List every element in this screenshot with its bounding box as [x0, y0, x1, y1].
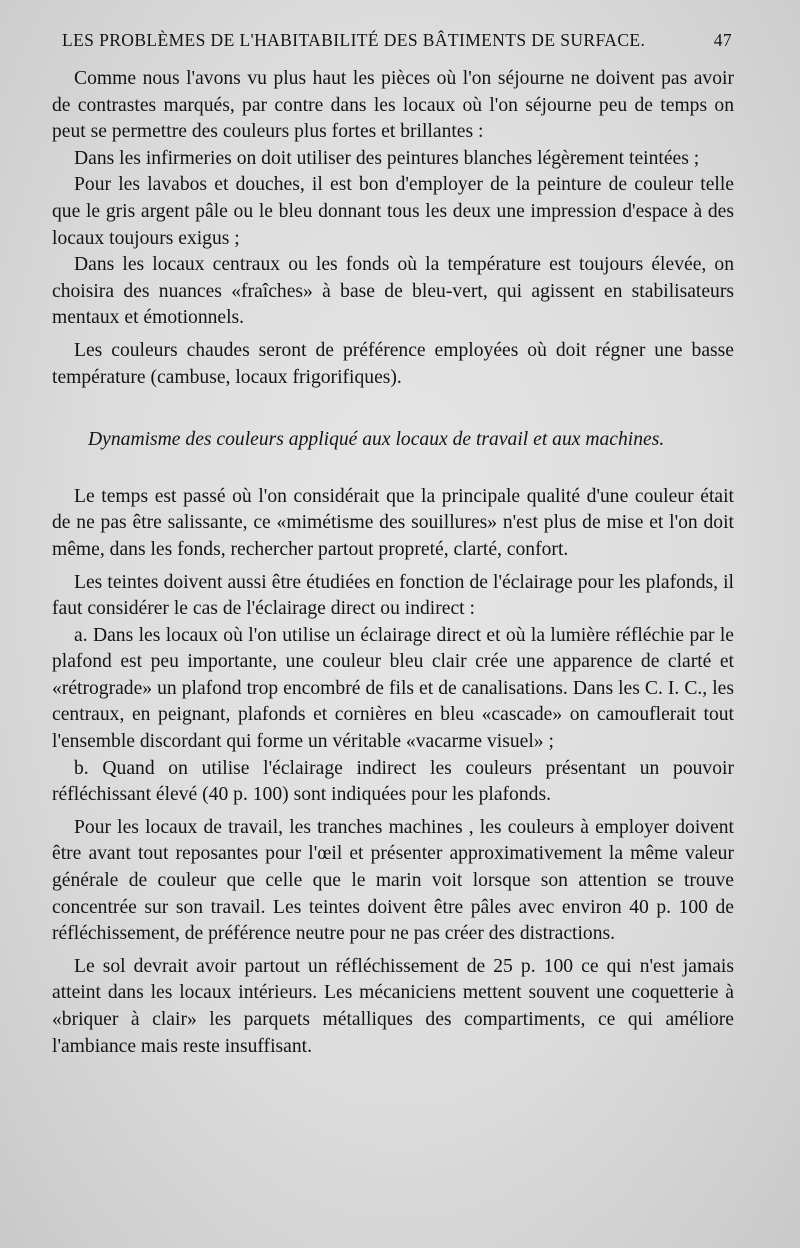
paragraph-temps-passe: Le temps est passé où l'on considérait que la principale qualité d'une couleur était de ne pas être salissante, ce «mimétisme des souillures» n'est plus de mise et l'on doit même, dans les fonds, rechercher partout propreté, clarté, confort.: [52, 485, 734, 560]
page-number: 47: [713, 30, 732, 50]
paragraph-lavabos: Pour les lavabos et douches, il est bon d'employer de la peinture de couleur telle que le gris argent pâle ou le bleu donnant tous les deux une impression d'espace à des locaux toujours exigus ;: [52, 174, 734, 249]
paragraph-item-a: a. Dans les locaux où l'on utilise un éclairage direct et où la lumière réfléchie par le plafond est peu importante, une couleur bleu clair crée une apparence de clarté et «rétrograde» un plafond trop encombré de fils et de canalisations. Dans les C. I. C., les centraux, en peignant, plafonds et cornières en bleu «cascade» on camouflerait tout l'ensemble discordant qui forme un véritable «vacarme visuel» ;: [52, 624, 734, 753]
running-head-title: LES PROBLÈMES DE L'HABITABILITÉ DES BÂTIMENTS DE SURFACE.: [62, 30, 646, 50]
paragraph-locaux-centraux: Dans les locaux centraux ou les fonds où la température est toujours élevée, on choisira des nuances «fraîches» à base de bleu-vert, qui agissent en stabilisateurs mentaux et émotionnels.: [52, 254, 734, 329]
paragraph-couleurs-chaudes: Les couleurs chaudes seront de préférence employées où doit régner une basse température (cambuse, locaux frigorifiques).: [52, 339, 734, 388]
paragraph-infirmeries: Dans les infirmeries on doit utiliser des peintures blanches légèrement teintées ;: [74, 147, 700, 169]
section-heading: Dynamisme des couleurs appliqué aux locaux de travail et aux machines.: [88, 429, 665, 451]
paragraph-item-b: b. Quand on utilise l'éclairage indirect les couleurs présentant un pouvoir réfléchissant élevé (40 p. 100) sont indiquées pour les plafonds.: [52, 757, 734, 806]
paragraph-intro: Comme nous l'avons vu plus haut les pièces où l'on séjourne ne doivent pas avoir de contrastes marqués, par contre dans les locaux où l'on séjourne peu de temps on peut se permettre des couleurs plus fortes et brillantes :: [52, 68, 734, 143]
paragraph-teintes-eclairage: Les teintes doivent aussi être étudiées en fonction de l'éclairage pour les plafonds, il faut considérer le cas de l'éclairage direct ou indirect :: [52, 571, 734, 620]
running-head: [62, 30, 732, 51]
paragraph-locaux-travail: Pour les locaux de travail, les tranches machines , les couleurs à employer doivent être avant tout reposantes pour l'œil et présenter approximativement la même valeur générale de couleur que celle que le marin voit lorsque son attention se trouve concentrée sur son travail. Les teintes doivent être pâles avec environ 40 p. 100 de réfléchissement, de préférence neutre pour ne pas créer des distractions.: [52, 816, 734, 945]
paragraph-sol: Le sol devrait avoir partout un réfléchissement de 25 p. 100 ce qui n'est jamais atteint dans les locaux intérieurs. Les mécaniciens mettent souvent une coquetterie à «briquer à clair» les parquets métalliques des compartiments, ce qui améliore l'ambiance mais reste insuffisant.: [52, 955, 734, 1057]
page-body: [52, 66, 734, 1060]
